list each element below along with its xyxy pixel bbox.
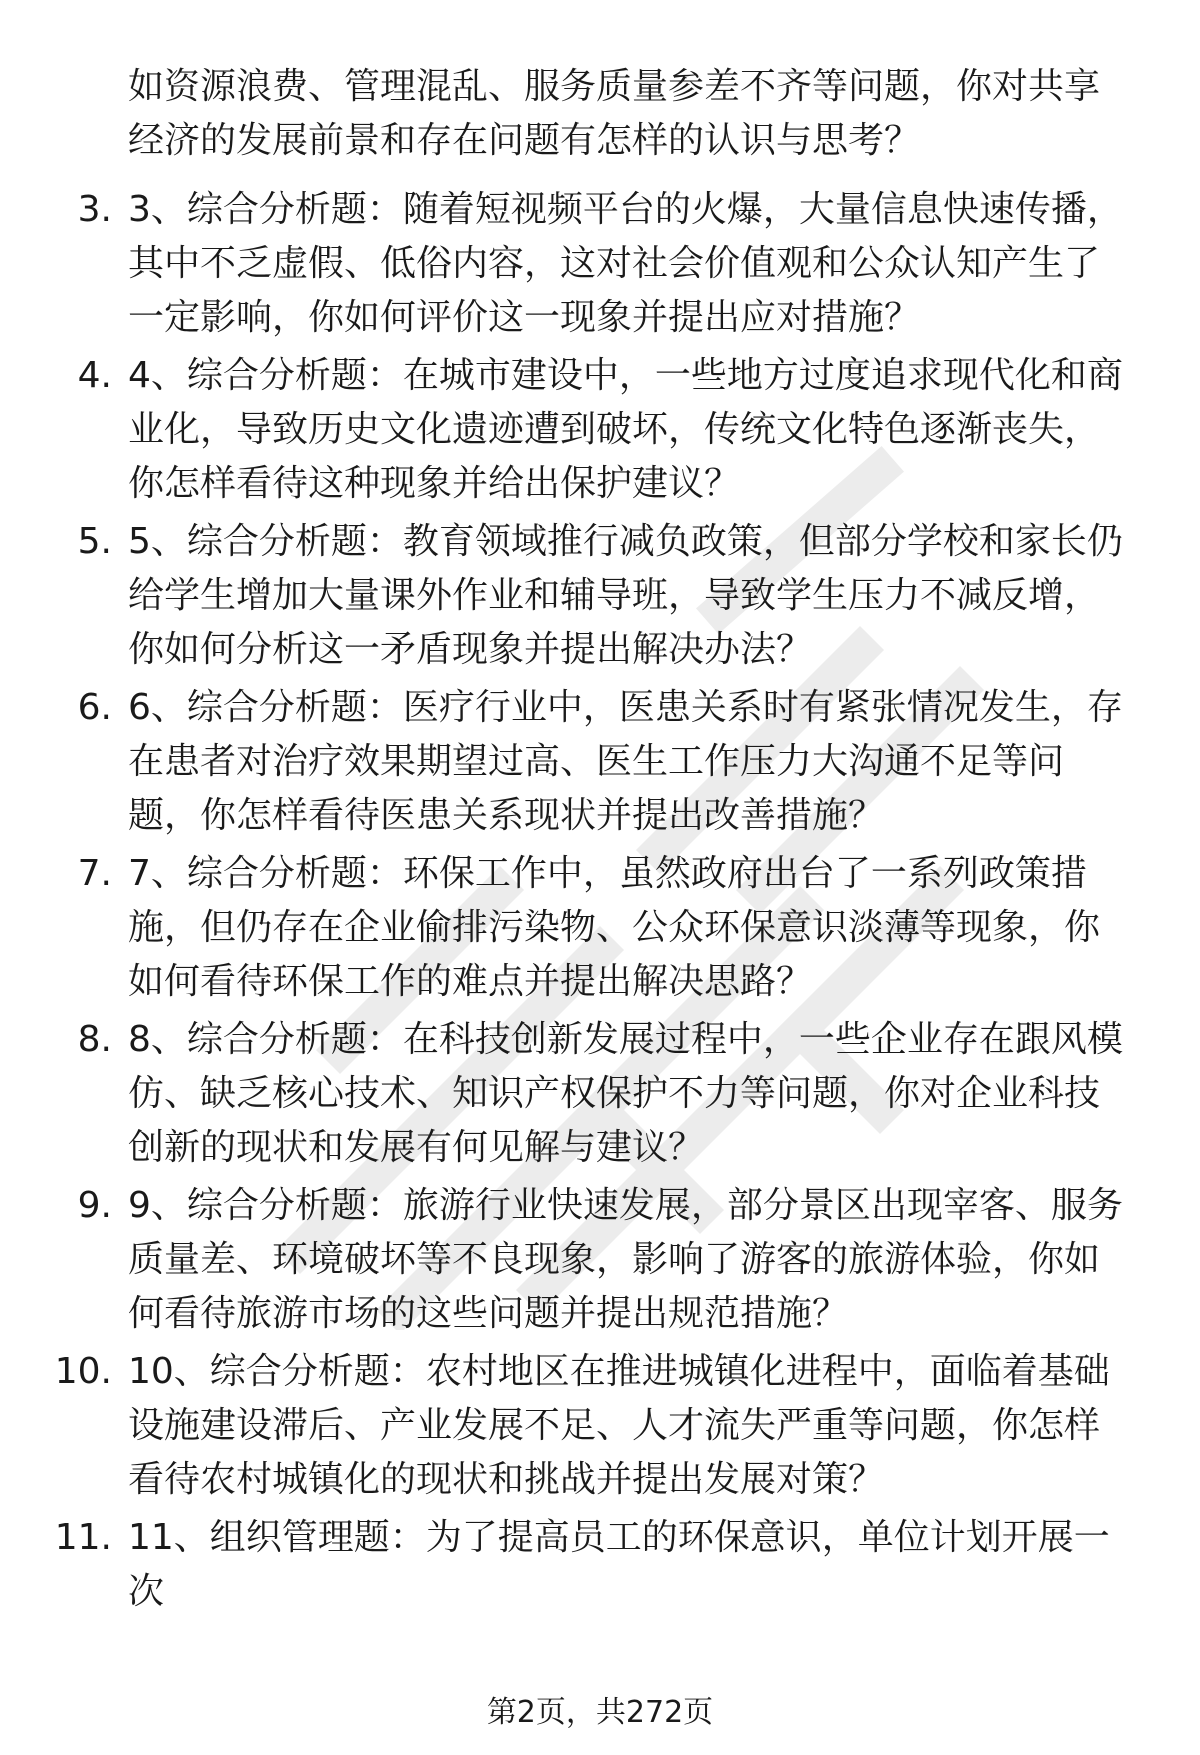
list-item — [0, 515, 1200, 681]
list-item — [0, 1179, 1200, 1345]
list-item — [0, 847, 1200, 1013]
list-item — [0, 1345, 1200, 1511]
item-text: 7、综合分析题：环保工作中，虽然政府出台了一系列政策措施，但仍存在企业偷排污染物、公众环保意识淡薄等现象，你如何看待环保工作的难点并提出解决思路？ — [128, 853, 1101, 1002]
list-item — [0, 681, 1200, 847]
item-number: 4. — [77, 355, 112, 396]
item-number: 5. — [77, 521, 112, 562]
item-text: 3、综合分析题：随着短视频平台的火爆，大量信息快速传播，其中不乏虚假、低俗内容，这对社会价值观和公众认知产生了一定影响，你如何评价这一现象并提出应对措施？ — [128, 189, 1123, 338]
list-item — [0, 1511, 1200, 1677]
item-text: 11、组织管理题：为了提高员工的环保意识，单位计划开展一次 — [128, 1517, 1110, 1612]
item-number: 6. — [77, 687, 112, 728]
item-number: 3. — [77, 189, 112, 230]
item-number: 10. — [54, 1351, 112, 1392]
item-text: 5、综合分析题：教育领域推行减负政策，但部分学校和家长仍给学生增加大量课外作业和辅导班，导致学生压力不减反增，你如何分析这一矛盾现象并提出解决办法？ — [128, 521, 1123, 670]
item-number: 8. — [77, 1019, 112, 1060]
list-item — [0, 349, 1200, 515]
list-item — [0, 1013, 1200, 1179]
question-list — [0, 183, 1200, 1677]
item-text: 6、综合分析题：医疗行业中，医患关系时有紧张情况发生，存在患者对治疗效果期望过高、医生工作压力大沟通不足等问题，你怎样看待医患关系现状并提出改善措施？ — [128, 687, 1123, 836]
item-number: 11. — [54, 1517, 112, 1558]
item-text: 10、综合分析题：农村地区在推进城镇化进程中，面临着基础设施建设滞后、产业发展不足、人才流失严重等问题，你怎样看待农村城镇化的现状和挑战并提出发展对策？ — [128, 1351, 1110, 1500]
item-number: 9. — [77, 1185, 112, 1226]
item-text: 9、综合分析题：旅游行业快速发展，部分景区出现宰客、服务质量差、环境破坏等不良现象，影响了游客的旅游体验，你如何看待旅游市场的这些问题并提出规范措施？ — [128, 1185, 1123, 1334]
item-text: 8、综合分析题：在科技创新发展过程中，一些企业存在跟风模仿、缺乏核心技术、知识产权保护不力等问题，你对企业科技创新的现状和发展有何见解与建议？ — [128, 1019, 1123, 1168]
list-item — [0, 183, 1200, 349]
item-number: 7. — [77, 853, 112, 894]
page-footer: 第2页，共272页 — [486, 1695, 714, 1730]
item-text: 4、综合分析题：在城市建设中，一些地方过度追求现代化和商业化，导致历史文化遗迹遭到破坏，传统文化特色逐渐丧失，你怎样看待这种现象并给出保护建议？ — [128, 355, 1123, 504]
intro-paragraph: 如资源浪费、管理混乱、服务质量参差不齐等问题，你对共享经济的发展前景和存在问题有怎样的认识与思考？ — [128, 66, 1101, 161]
